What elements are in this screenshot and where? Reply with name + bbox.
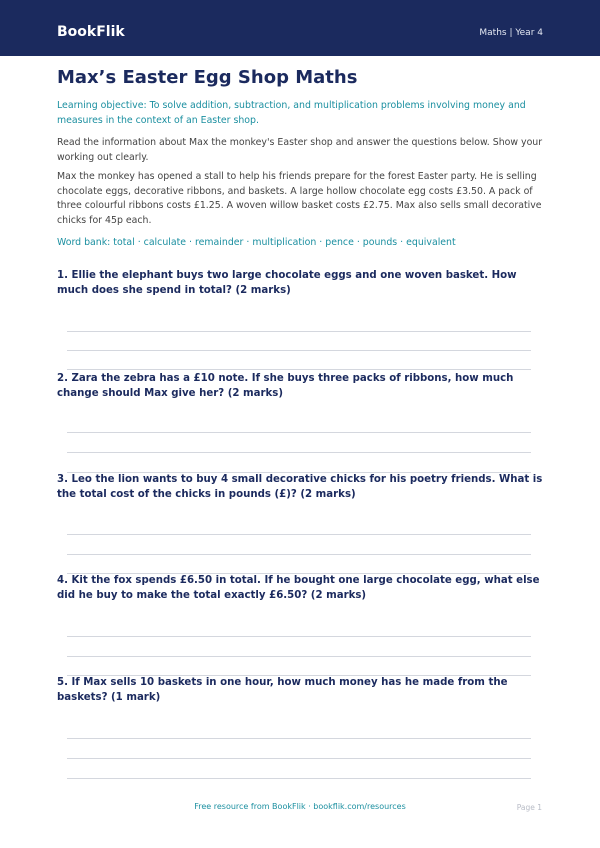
page-title: Max’s Easter Egg Shop Maths xyxy=(57,67,358,88)
answer-line[interactable] xyxy=(67,432,531,433)
question-2: 2. Zara the zebra has a £10 note. If she buys three packs of ribbons, how much change should Max give her? (2 marks) xyxy=(57,373,514,399)
learning-objective: Learning objective: To solve addition, subtraction, and multiplication problems involving money and measures in the context of an Easter shop. xyxy=(57,100,526,126)
question-1: 1. Ellie the elephant buys two large chocolate eggs and one woven basket. How much does she spend in total? (2 marks) xyxy=(57,270,517,296)
answer-line[interactable] xyxy=(67,369,531,370)
answer-line[interactable] xyxy=(67,778,531,779)
instructions: Read the information about Max the monkey's Easter shop and answer the questions below. Show your working out clearly. xyxy=(57,137,543,163)
answer-line[interactable] xyxy=(67,758,531,759)
answer-line[interactable] xyxy=(67,738,531,739)
answer-line[interactable] xyxy=(67,656,531,657)
answer-line[interactable] xyxy=(67,331,531,332)
answer-line[interactable] xyxy=(67,534,531,535)
story-text: Max the monkey has opened a stall to help his friends prepare for the forest Easter party. He is selling chocolate eggs, decorative ribbons, and baskets. A large hollow chocolate egg costs £3.50. A pack of three colourful ribbons costs £1.25. A woven willow basket costs £2.75. Max also sells small decorative chicks for 45p each. xyxy=(57,171,542,226)
footer-link[interactable]: Free resource from BookFlik · bookflik.com/resources xyxy=(194,802,406,811)
page-number: Page 1 xyxy=(516,803,542,812)
answer-line[interactable] xyxy=(67,350,531,351)
question-4: 4. Kit the fox spends £6.50 in total. If he bought one large chocolate egg, what else did he buy to make the total exactly £6.50? (2 marks) xyxy=(57,575,540,601)
word-bank: Word bank: total · calculate · remainder · multiplication · pence · pounds · equivalent xyxy=(57,237,456,248)
question-3: 3. Leo the lion wants to buy 4 small decorative chicks for his poetry friends. What is the total cost of the chicks in pounds (£)? (2 marks) xyxy=(57,474,543,500)
answer-line[interactable] xyxy=(67,452,531,453)
question-5: 5. If Max sells 10 baskets in one hour, how much money has he made from the baskets? (1 mark) xyxy=(57,677,508,703)
brand-logo: BookFlik xyxy=(57,24,125,40)
answer-line[interactable] xyxy=(67,554,531,555)
subject-year-label: Maths | Year 4 xyxy=(479,28,543,38)
answer-line[interactable] xyxy=(67,636,531,637)
page-header xyxy=(0,0,600,56)
